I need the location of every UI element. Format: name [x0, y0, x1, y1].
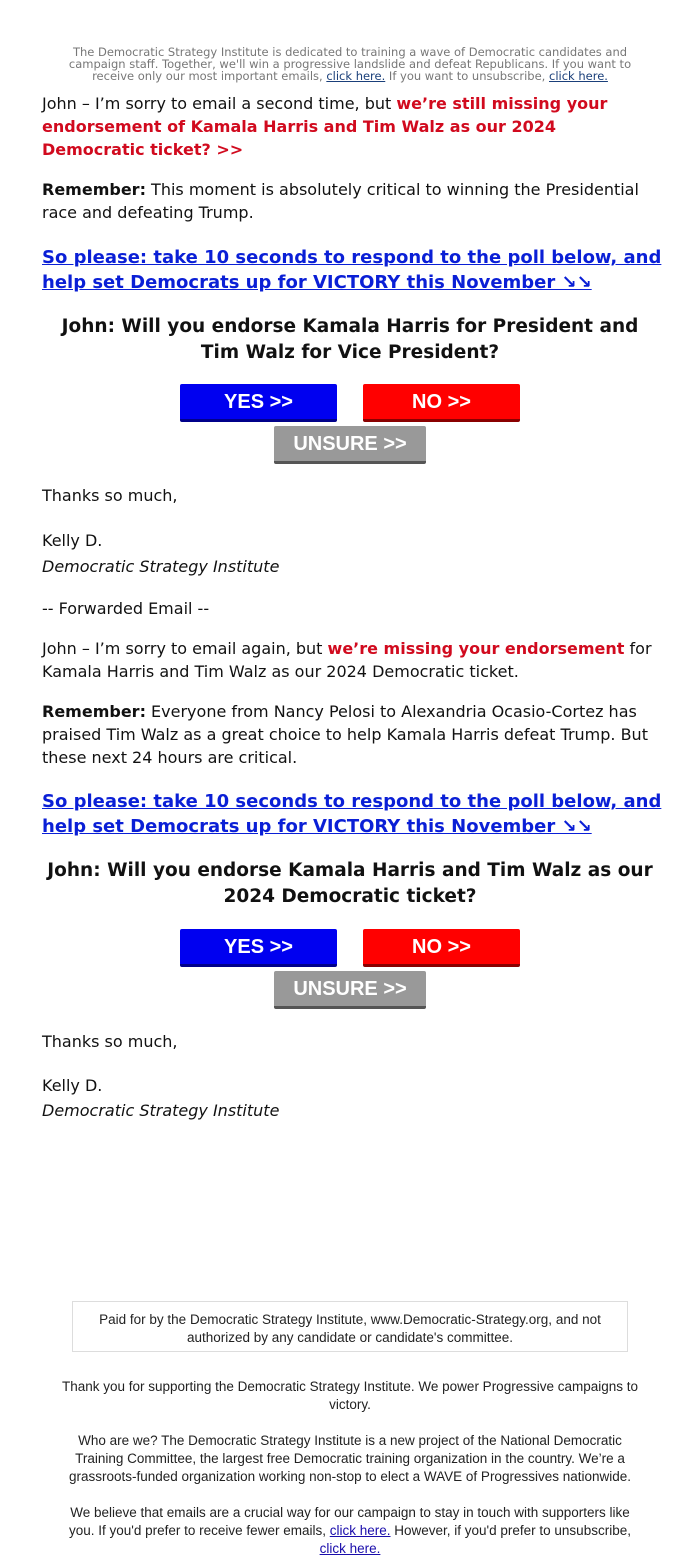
poll-cta-link-2[interactable]: So please: take 10 seconds to respond to the poll below, and help set Democrats up for VICTORY this November ↘↘: [42, 791, 662, 837]
poll-cta-link-1[interactable]: So please: take 10 seconds to respond to the poll below, and help set Democrats up for VICTORY this November ↘↘: [42, 247, 662, 293]
footer-email-preferences: [56, 1504, 644, 1558]
footer-email-text: We believe that emails are a crucial way for our campaign to stay in touch with supporters like you. If you'd prefer to receive fewer emails,: [69, 1505, 630, 1538]
poll-question-1: John: Will you endorse Kamala Harris for President and Tim Walz for Vice President?: [61, 316, 639, 363]
intro-tail-2: for Kamala Harris and Tim Walz as our 2024 Democratic ticket.: [42, 639, 652, 681]
intro-text: John – I’m sorry to email a second time, but: [42, 94, 397, 113]
intro-paragraph-1: [42, 92, 662, 161]
footer-who-are-we: Who are we? The Democratic Strategy Institute is a new project of the National Democratic Training Committee, the largest free Democratic training organization in the country. We’re a grassroots-funded organization working non-stop to elect a WAVE of Progressives nationwide.: [68, 1433, 632, 1484]
preheader-text: The Democratic Strategy Institute is dedicated to training a wave of Democratic candidates and campaign staff. Together, we'll win a progressive landslide and defeat Republicans. If you want to receive only our most important emails,: [68, 45, 632, 83]
signer-2: Kelly D.: [42, 1076, 103, 1095]
remember-paragraph-1: [42, 178, 662, 224]
paid-for-disclaimer: Paid for by the Democratic Strategy Institute, www.Democratic-Strategy.org, and not authorized by any candidate or candidate's committee.: [72, 1301, 628, 1352]
footer-thanks: Thank you for supporting the Democratic Strategy Institute. We power Progressive campaigns to victory.: [61, 1379, 639, 1412]
org-name-2: Democratic Strategy Institute: [42, 1101, 280, 1120]
yes-button-2[interactable]: YES >>: [180, 929, 337, 967]
preheader: [50, 46, 650, 82]
intro-highlight: we’re still missing your endorsement of Kamala Harris and Tim Walz as our 2024 Democratic ticket? >>: [42, 94, 608, 159]
footer-email-mid: However, if you'd prefer to unsubscribe,: [390, 1523, 631, 1538]
remember-text: This moment is absolutely critical to winning the Presidential race and defeating Trump.: [42, 180, 639, 222]
no-button-2[interactable]: NO >>: [363, 929, 520, 967]
forwarded-label: -- Forwarded Email --: [42, 599, 210, 618]
remember-label-2: Remember:: [42, 702, 146, 721]
thanks-1: Thanks so much,: [42, 486, 178, 505]
preheader-unsubscribe-link[interactable]: click here.: [549, 69, 608, 83]
remember-text-2: Everyone from Nancy Pelosi to Alexandria Ocasio-Cortez has praised Tim Walz as a great choice to help Kamala Harris defeat Trump. But these next 24 hours are critical.: [42, 702, 648, 767]
org-name-1: Democratic Strategy Institute: [42, 557, 280, 576]
thanks-2: Thanks so much,: [42, 1032, 178, 1051]
unsure-button-2[interactable]: UNSURE >>: [274, 971, 426, 1009]
preheader-important-link[interactable]: click here.: [326, 69, 386, 83]
no-button-1[interactable]: NO >>: [363, 384, 520, 422]
intro-paragraph-2: [42, 637, 662, 683]
signer-1: Kelly D.: [42, 531, 103, 550]
poll-question-2: John: Will you endorse Kamala Harris and Tim Walz as our 2024 Democratic ticket?: [47, 860, 653, 907]
footer-unsubscribe-link[interactable]: click here.: [319, 1541, 381, 1556]
footer-fewer-emails-link[interactable]: click here.: [329, 1523, 391, 1538]
intro-text-2: John – I’m sorry to email again, but: [42, 639, 328, 658]
yes-button-1[interactable]: YES >>: [180, 384, 337, 422]
remember-label: Remember:: [42, 180, 146, 199]
intro-highlight-2: we’re missing your endorsement: [327, 639, 625, 658]
preheader-mid-text: If you want to unsubscribe,: [385, 69, 546, 83]
remember-paragraph-2: [42, 700, 662, 769]
unsure-button-1[interactable]: UNSURE >>: [274, 426, 426, 464]
